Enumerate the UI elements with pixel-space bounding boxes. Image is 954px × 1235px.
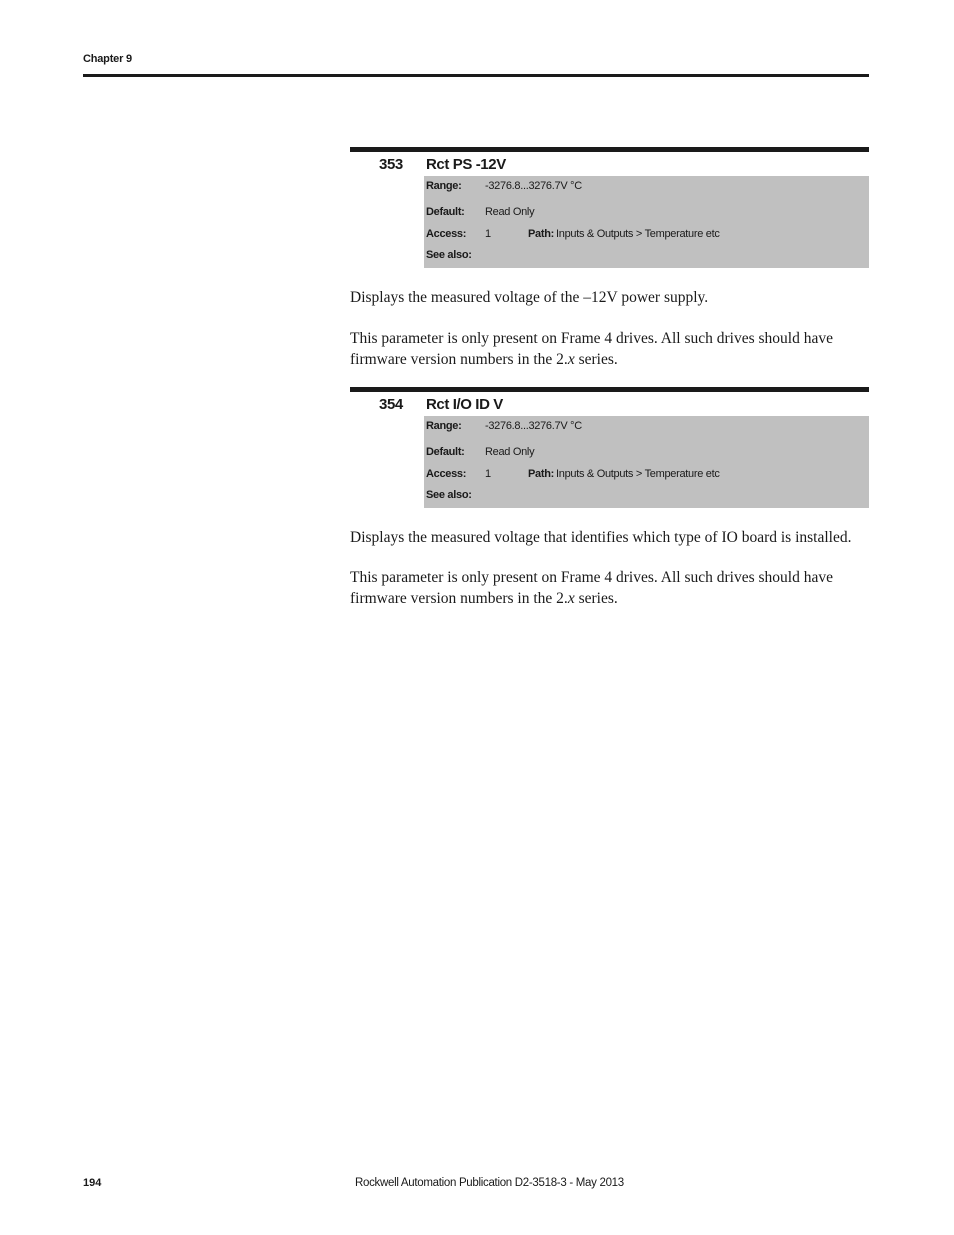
access-label: Access: <box>426 228 467 240</box>
frame-note-paragraph <box>350 567 870 609</box>
parameter-info-box <box>424 416 869 508</box>
range-value: -3276.8...3276.7V °C <box>485 420 582 432</box>
page-number: 194 <box>83 1177 102 1189</box>
parameter-name: Rct I/O ID V <box>426 396 503 413</box>
default-label: Default: <box>426 446 465 458</box>
range-label: Range: <box>426 420 462 432</box>
parameter-block-353 <box>350 147 869 268</box>
parameter-number: 353 <box>379 156 403 173</box>
see-also-label: See also: <box>426 249 472 261</box>
frame-note-text: This parameter is only present on Frame 4 drives. All such drives should have firmware version numbers in the 2.x series. <box>350 569 833 607</box>
access-label: Access: <box>426 468 467 480</box>
parameter-info-box <box>424 176 869 268</box>
path-label: Path: <box>528 228 555 240</box>
chapter-label: Chapter 9 <box>83 53 132 65</box>
parameter-heading <box>350 152 869 176</box>
see-also-label: See also: <box>426 489 472 501</box>
path-label: Path: <box>528 468 555 480</box>
parameter-name: Rct PS -12V <box>426 156 506 173</box>
range-value: -3276.8...3276.7V °C <box>485 180 582 192</box>
frame-note-paragraph <box>350 328 870 370</box>
default-value: Read Only <box>485 446 535 458</box>
range-label: Range: <box>426 180 462 192</box>
frame-note-text: This parameter is only present on Frame 4 drives. All such drives should have firmware version numbers in the 2.x series. <box>350 330 833 368</box>
publication-footer: Rockwell Automation Publication D2-3518-3 - May 2013 <box>355 1177 624 1189</box>
path-value: Inputs & Outputs > Temperature etc <box>556 468 720 480</box>
parameter-block-354 <box>350 387 869 508</box>
path-value: Inputs & Outputs > Temperature etc <box>556 228 720 240</box>
default-label: Default: <box>426 206 465 218</box>
default-value: Read Only <box>485 206 535 218</box>
parameter-number: 354 <box>379 396 403 413</box>
header-rule <box>83 74 869 77</box>
description-paragraph: Displays the measured voltage of the –12V power supply. <box>350 289 709 306</box>
parameter-heading <box>350 392 869 416</box>
description-paragraph: Displays the measured voltage that identifies which type of IO board is installed. <box>350 529 852 546</box>
access-value: 1 <box>485 228 491 240</box>
access-value: 1 <box>485 468 491 480</box>
